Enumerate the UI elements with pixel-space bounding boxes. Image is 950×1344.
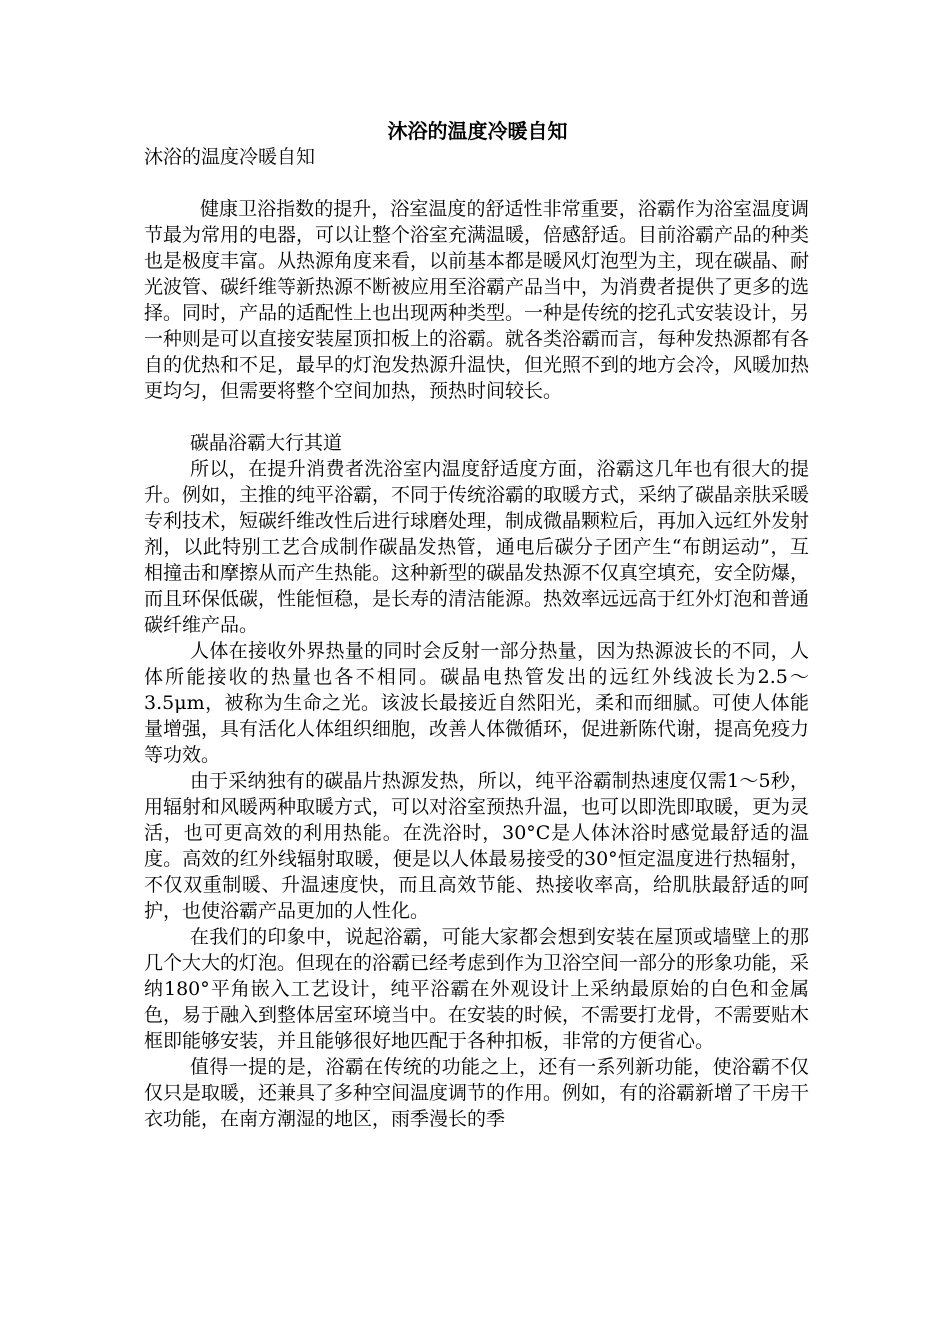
section-heading: 碳晶浴霸大行其道	[190, 432, 343, 454]
body-paragraph: 值得一提的是，浴霸在传统的功能之上，还有一系列新功能，使浴霸不仅仅只是取暖，还兼具了多种空间温度调节的作用。例如，有的浴霸新增了干房干衣功能，在南方潮湿的地区，雨季漫长的季	[144, 1056, 810, 1130]
document-page	[144, 118, 809, 1132]
body-paragraph: 人体在接收外界热量的同时会反射一部分热量，因为热源波长的不同，人体所能接收的热量也各不相同。碳晶电热管发出的远红外线波长为2.5～3.5μm，被称为生命之光。该波长最接近自然阳光，柔和而细腻。可使人体能量增强，具有活化人体组织细胞，改善人体微循环，促进新陈代谢，提高免疫力等功效。	[144, 640, 810, 766]
body-paragraph: 在我们的印象中，说起浴霸，可能大家都会想到安装在屋顶或墙壁上的那几个大大的灯泡。但现在的浴霸已经考虑到作为卫浴空间一部分的形象功能，采纳180°平角嵌入工艺设计，纯平浴霸在外观设计上采纳最原始的白色和金属色，易于融入到整体居室环境当中。在安装的时候，不需要打龙骨，不需要贴木框即能够安装，并且能够很好地匹配于各种扣板，非常的方便省心。	[144, 926, 810, 1052]
intro-paragraph: 健康卫浴指数的提升，浴室温度的舒适性非常重要，浴霸作为浴室温度调节最为常用的电器，可以让整个浴室充满温暖，倍感舒适。目前浴霸产品的种类也是极度丰富。从热源角度来看，以前基本都是暖风灯泡型为主，现在碳晶、耐光波管、碳纤维等新热源不断被应用至浴霸产品当中，为消费者提供了更多的选择。同时，产品的适配性上也出现两种类型。一种是传统的挖孔式安装设计，另一种则是可以直接安装屋顶扣板上的浴霸。就各类浴霸而言，每种发热源都有各自的优热和不足，最早的灯泡发热源升温快，但光照不到的地方会冷，风暖加热更均匀，但需要将整个空间加热，预热时间较长。	[144, 198, 810, 402]
document-subtitle: 沐浴的温度冷暖自知	[144, 146, 316, 168]
body-paragraph: 所以，在提升消费者洗浴室内温度舒适度方面，浴霸这几年也有很大的提升。例如，主推的纯平浴霸，不同于传统浴霸的取暖方式，采纳了碳晶亲肤采暖专利技术，短碳纤维改性后进行球磨处理，制成微晶颗粒后，再加入远红外发射剂，以此特别工艺合成制作碳晶发热管，通电后碳分子团产生“布朗运动”，互相撞击和摩擦从而产生热能。这种新型的碳晶发热源不仅真空填充，安全防爆，而且环保低碳，性能恒稳，是长寿的清洁能源。热效率远远高于红外灯泡和普通碳纤维产品。	[144, 458, 810, 636]
blank-line	[144, 404, 809, 430]
body-paragraph: 由于采纳独有的碳晶片热源发热，所以，纯平浴霸制热速度仅需1～5秒，用辐射和风暖两种取暖方式，可以对浴室预热升温，也可以即洗即取暖，更为灵活，也可更高效的利用热能。在洗浴时，30°C是人体沐浴时感觉最舒适的温度。高效的红外线辐射取暖，便是以人体最易接受的30°恒定温度进行热辐射，不仅双重制暖、升温速度快，而且高效节能、热接收率高，给肌肤最舒适的呵护，也使浴霸产品更加的人性化。	[144, 770, 810, 922]
document-title: 沐浴的温度冷暖自知	[387, 119, 568, 143]
